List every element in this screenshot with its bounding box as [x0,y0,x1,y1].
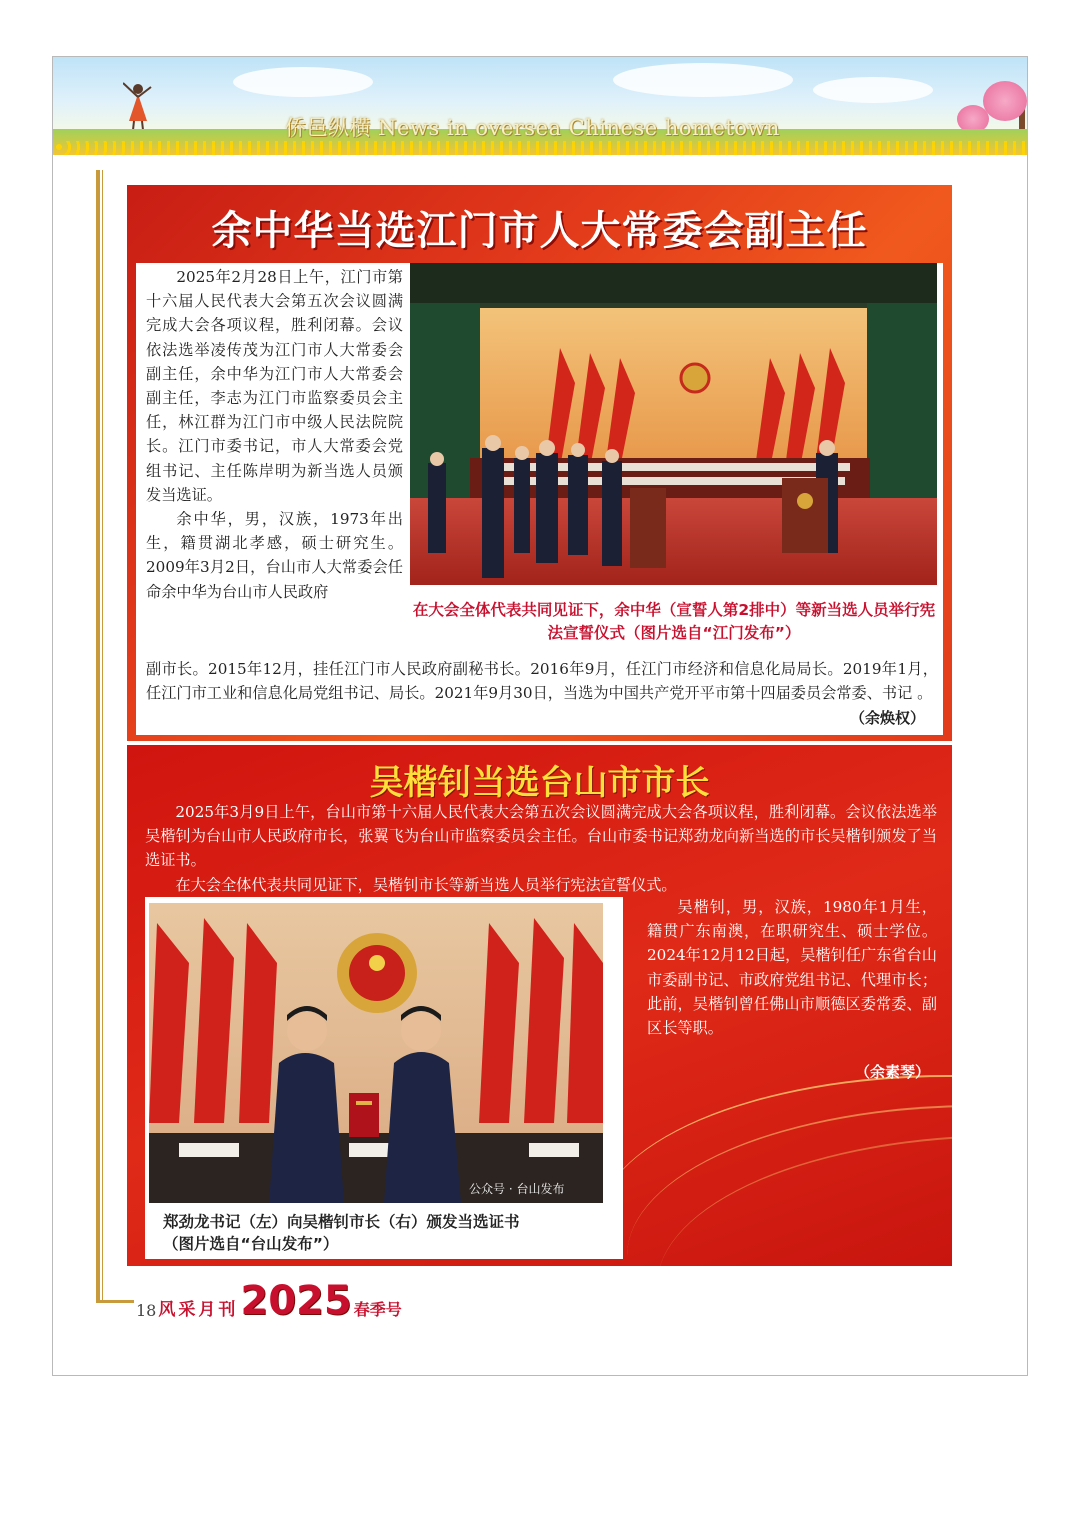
issue-season: 春季号 [353,1300,402,1319]
photo-watermark: 公众号 · 台山发布 [469,1182,565,1196]
article-2-para-1: 2025年3月9日上午，台山市第十六届人民代表大会第五次会议圆满完成大会各项议程，胜利闭幕。会议依法选举吴楷钊为台山市人民政府市长，张翼飞为台山市监察委员会主任。台山市委书记郑劲龙向新当选的市长吴楷钊颁发了当选证书。 [145,803,937,870]
article-1-headline: 余中华当选江门市人大常委会副主任 [211,208,868,254]
issue-year: 2025 [240,1278,352,1324]
page-footer [136,1278,402,1324]
assembly-hall-image [410,263,937,585]
photo-2-caption [163,1211,623,1255]
certificate-ceremony-image [149,903,603,1203]
article-2-para-2: 在大会全体代表共同见证下，吴楷钊市长等新当选人员举行宪法宣誓仪式。 [175,875,677,894]
article-1-para-2-end: 副市长。2015年12月，挂任江门市人民政府副秘书长。2016年9月，任江门市经济和信息化局局长。2019年1月，任江门市工业和信息化局党组书记、局长。2021年9月30日，当选为中国共产党开平市第十四届委员会常委、书记 。 [146,660,938,703]
article-1-author: （余焕权） [849,709,925,727]
article-1 [127,185,952,741]
left-decor-rule [96,170,100,1302]
article-1-text [146,265,403,604]
certificate-photo [149,903,603,1203]
page-number: 18 [136,1301,157,1320]
magazine-name: 风采月刊 [158,1300,239,1320]
article-1-body [136,263,943,735]
banner-title: 侨邑纵横 News in oversea Chinese hometown [285,116,780,140]
photo-2-caption-line-2: （图片选自“台山发布”） [163,1235,339,1253]
photo-2-caption-line-1: 郑劲龙书记（左）向吴楷钊市长（右）颁发当选证书 [163,1213,520,1231]
article-2 [127,745,952,1266]
article-2-bio [647,895,937,1040]
swearing-in-photo [410,263,937,585]
footer-decor-rule [96,1300,134,1303]
article-1-para-1: 2025年2月28日上午，江门市第十六届人民代表大会第五次会议圆满完成大会各项议程，胜利闭幕。会议依法选举凌传茂为江门市人大常委会副主任，余中华为江门市人大常委会副主任，李志为江门市监察委员会主任，林江群为江门市中级人民法院院长。江门市委书记，市人大常委会党组书记、主任陈岸明为新当选人员颁发当选证。 [146,268,403,504]
article-2-para-3: 吴楷钊，男，汉族，1980年1月生，籍贯广东南澳，在职研究生、硕士学位。2024年12月12日起，吴楷钊任广东省台山市委副书记、市政府党组书记、代理市长；此前，吴楷钊曾任佛山市顺德区委常委、副区长等职。 [647,898,937,1038]
article-1-para-2-start: 余中华，男，汉族，1973年出生，籍贯湖北孝感，硕士研究生。2009年3月2日，台山市人大常委会任命余中华为台山市人民政府 [146,510,403,601]
photo-1-caption: 在大会全体代表共同见证下，余中华（宣誓人第2排中）等新当选人员举行宪法宣誓仪式（图片选自“江门发布”） [412,601,936,642]
article-2-headline: 吴楷钊当选台山市市长 [369,763,710,803]
article-2-text [145,800,937,897]
article-2-author: （余素琴） [854,1063,930,1081]
left-decor-rule-thin [102,170,103,1302]
